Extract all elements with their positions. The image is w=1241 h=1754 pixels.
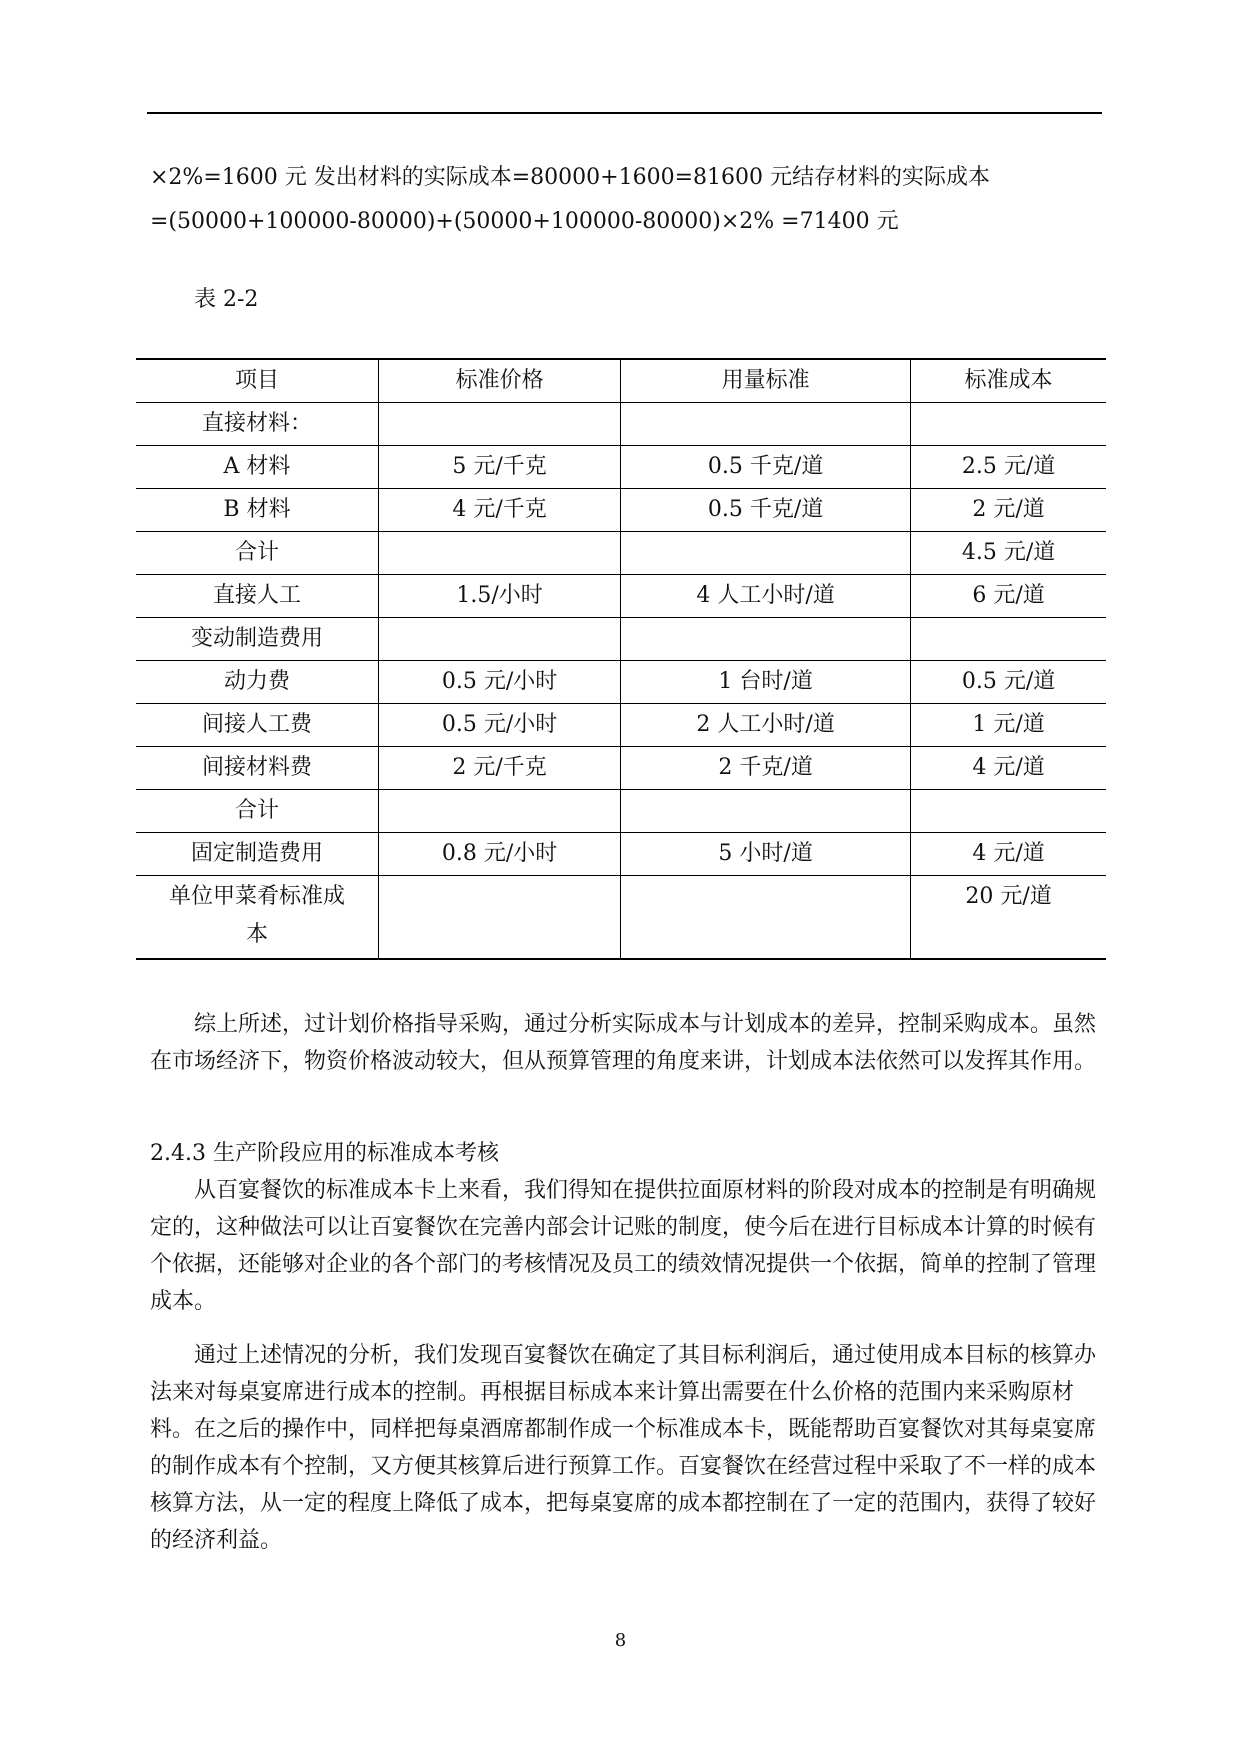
table-row <box>136 618 1106 661</box>
table-row <box>136 446 1106 489</box>
table-cell: 20 元/道 <box>911 876 1106 960</box>
table-row <box>136 489 1106 532</box>
table-cell: 2 千克/道 <box>621 747 911 790</box>
table-cell: 2.5 元/道 <box>911 446 1106 489</box>
cell-text: 单位甲菜肴标准成本 <box>168 884 345 947</box>
table-cell: 6 元/道 <box>911 575 1106 618</box>
header-cell: 项目 <box>136 359 379 403</box>
table-cell: 合计 <box>136 532 379 575</box>
table-cell: 2 人工小时/道 <box>621 704 911 747</box>
table-cell <box>621 532 911 575</box>
intro-line-2: =(50000+100000-80000)+(50000+100000-80000)×2% =71400 元 <box>150 209 899 234</box>
table-row <box>136 876 1106 960</box>
table-row <box>136 575 1106 618</box>
table-cell <box>379 618 621 661</box>
table-cell <box>911 790 1106 833</box>
table-cell: 1.5/小时 <box>379 575 621 618</box>
table-row <box>136 661 1106 704</box>
table-cell: 间接人工费 <box>136 704 379 747</box>
header-cell: 标准价格 <box>379 359 621 403</box>
intro-calculation <box>150 156 1100 244</box>
table-cell: A 材料 <box>136 446 379 489</box>
paragraph-text: 综上所述，过计划价格指导采购，通过分析实际成本与计划成本的差异，控制采购成本。虽然在市场经济下，物资价格波动较大，但从预算管理的角度来讲，计划成本法依然可以发挥其作用。 <box>150 1012 1097 1074</box>
table-cell: 0.5 元/道 <box>911 661 1106 704</box>
table-cell <box>379 403 621 446</box>
table-cell: 1 台时/道 <box>621 661 911 704</box>
header-cell: 标准成本 <box>911 359 1106 403</box>
table-row <box>136 833 1106 876</box>
table-cell: 1 元/道 <box>911 704 1106 747</box>
table-cell: 4 元/道 <box>911 747 1106 790</box>
table-cell <box>379 790 621 833</box>
table-cell: 0.5 千克/道 <box>621 489 911 532</box>
table-cell: 5 小时/道 <box>621 833 911 876</box>
table-row <box>136 403 1106 446</box>
table-cell: 0.5 千克/道 <box>621 446 911 489</box>
paragraph-text: 通过上述情况的分析，我们发现百宴餐饮在确定了其目标利润后，通过使用成本目标的核算办法来对每桌宴席进行成本的控制。再根据目标成本来计算出需要在什么价格的范围内来采购原材料。在之后的操作中，同样把每桌酒席都制作成一个标准成本卡，既能帮助百宴餐饮对其每桌宴席的制作成本有个控制，又方便其核算后进行预算工作。百宴餐饮在经营过程中采取了不一样的成本核算方法，从一定的程度上降低了成本，把每桌宴席的成本都控制在了一定的范围内，获得了较好的经济利益。 <box>150 1343 1097 1553</box>
table-cell <box>136 876 379 960</box>
paragraph-text: 从百宴餐饮的标准成本卡上来看，我们得知在提供拉面原材料的阶段对成本的控制是有明确规定的，这种做法可以让百宴餐饮在完善内部会计记账的制度，使今后在进行目标成本计算的时候有个依据，还能够对企业的各个部门的考核情况及员工的绩效情况提供一个依据，简单的控制了管理成本。 <box>150 1178 1097 1314</box>
table-cell <box>621 403 911 446</box>
table-row <box>136 790 1106 833</box>
table-cell: 4 元/千克 <box>379 489 621 532</box>
table-cell: 2 元/千克 <box>379 747 621 790</box>
table-cell: 5 元/千克 <box>379 446 621 489</box>
header-cell: 用量标准 <box>621 359 911 403</box>
table-cell: 动力费 <box>136 661 379 704</box>
table-cell <box>621 790 911 833</box>
table-cell <box>911 618 1106 661</box>
table-cell: B 材料 <box>136 489 379 532</box>
table-cell: 直接人工 <box>136 575 379 618</box>
table-cell: 合计 <box>136 790 379 833</box>
table-cell: 直接材料： <box>136 403 379 446</box>
table-cell: 4 元/道 <box>911 833 1106 876</box>
table-caption: 表 2-2 <box>194 287 259 312</box>
table-cell: 4 人工小时/道 <box>621 575 911 618</box>
intro-line-1: ×2%=1600 元 发出材料的实际成本=80000+1600=81600 元结存材料的实际成本 <box>150 165 990 190</box>
table-cell: 固定制造费用 <box>136 833 379 876</box>
page-number: 8 <box>614 1630 627 1651</box>
table-cell <box>621 618 911 661</box>
table-cell: 间接材料费 <box>136 747 379 790</box>
table-cell: 0.5 元/小时 <box>379 661 621 704</box>
header-rule <box>147 112 1102 114</box>
standard-cost-table <box>136 358 1106 960</box>
paragraph-analysis <box>150 1337 1100 1559</box>
table-cell <box>379 876 621 960</box>
table-row <box>136 704 1106 747</box>
table-cell <box>379 532 621 575</box>
paragraph-standard-cost-card <box>150 1172 1100 1320</box>
table-cell: 0.8 元/小时 <box>379 833 621 876</box>
table-header-row <box>136 359 1106 403</box>
table-cell <box>911 403 1106 446</box>
table-cell: 4.5 元/道 <box>911 532 1106 575</box>
table-row <box>136 532 1106 575</box>
section-heading: 2.4.3 生产阶段应用的标准成本考核 <box>150 1141 499 1166</box>
table-cell: 0.5 元/小时 <box>379 704 621 747</box>
table-cell: 变动制造费用 <box>136 618 379 661</box>
table-cell: 2 元/道 <box>911 489 1106 532</box>
table-cell <box>621 876 911 960</box>
table-row <box>136 747 1106 790</box>
paragraph-summary <box>150 1006 1100 1080</box>
